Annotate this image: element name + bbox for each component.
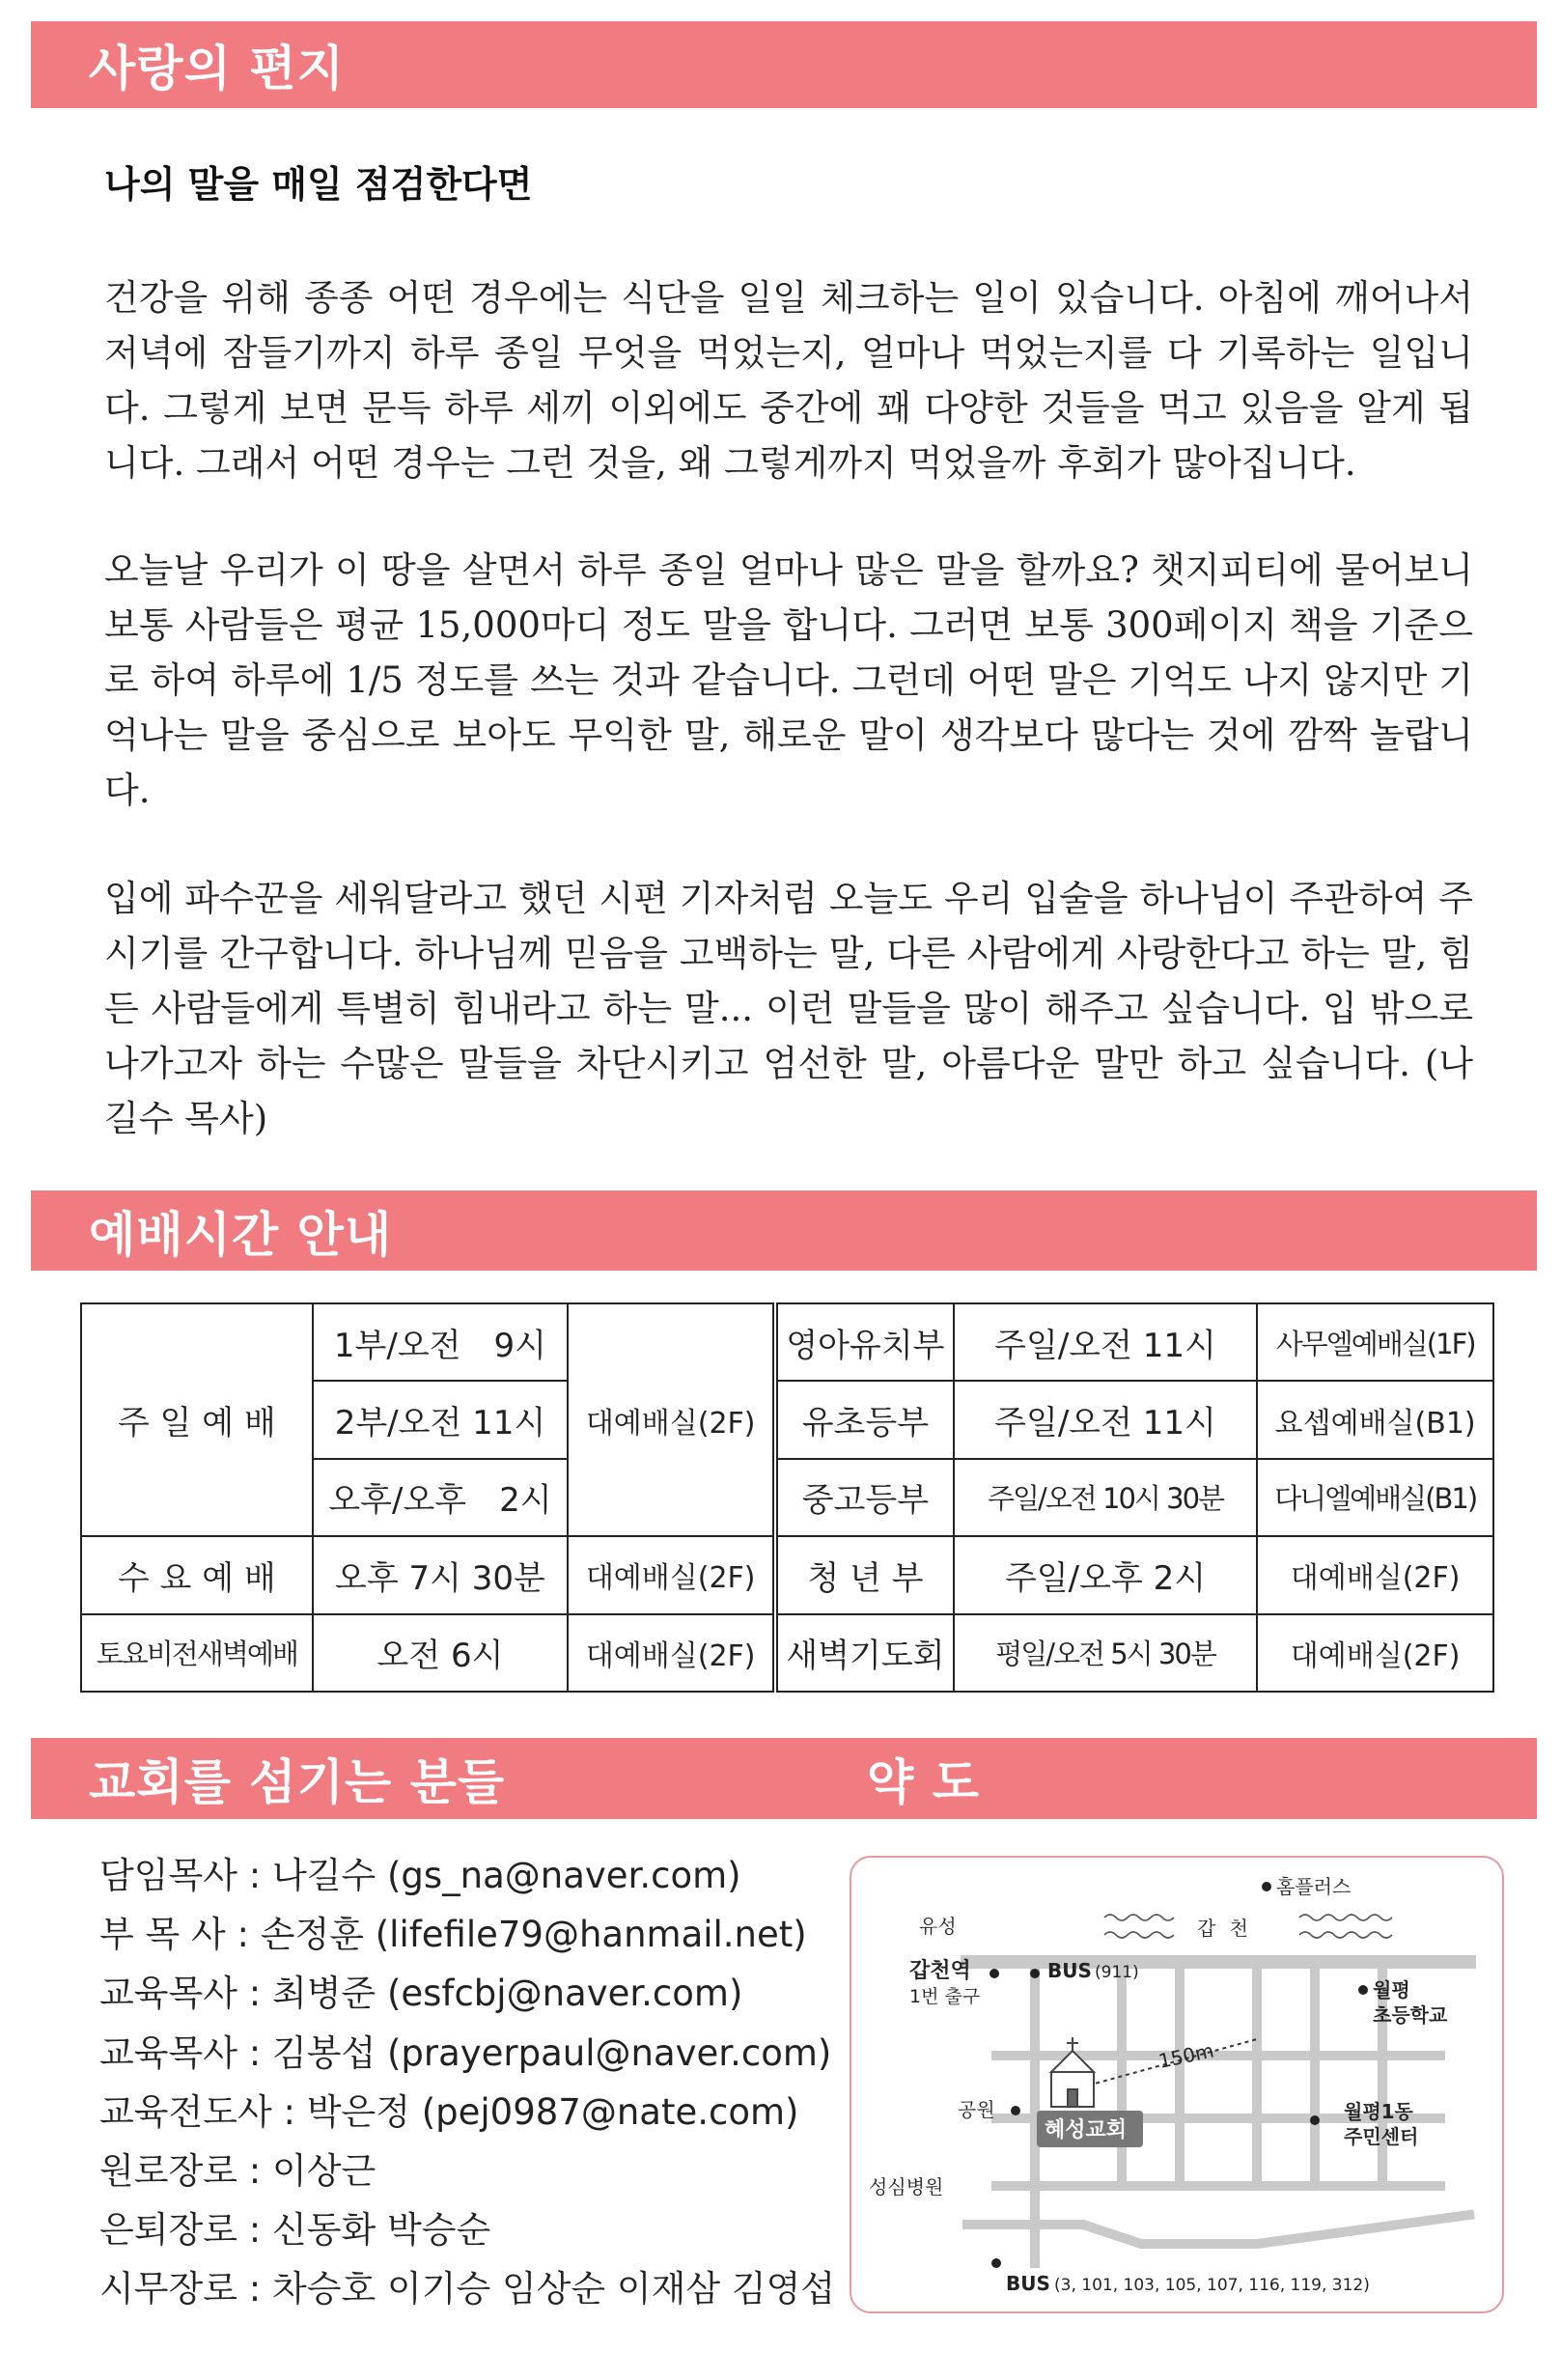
dept-time: 주일/오전 10시 30분 — [954, 1459, 1258, 1536]
letter-paragraph: 입에 파수꾼을 세워달라고 했던 시편 기자처럼 오늘도 우리 입술을 하나님이 주관하여 주시기를 간구합니다. 하나님께 믿음을 고백하는 말, 다른 사람에게 사랑한다고 하는 말, 힘든 사람들에게 특별히 힘내라고 하는 말... 이런 말들을 많이 해주고 싶습니다. 입 밖으로 나가고자 하는 수많은 말들을 차단시키고 엄선한 말, 아름다운 말만 하고 싶습니다. (나길수 목사) — [104, 878, 1473, 1139]
dept-place: 요셉예배실(B1) — [1257, 1381, 1493, 1458]
map-school-1: 월평 — [1373, 1978, 1410, 2002]
section-banner-worship — [31, 1190, 1537, 1271]
staff-role: 담임목사 — [99, 1855, 237, 1896]
dept-place: 대예배실(2F) — [1257, 1536, 1493, 1613]
staff-role: 교육목사 — [99, 2031, 237, 2074]
dept-time: 주일/오전 11시 — [954, 1381, 1258, 1458]
table-row — [81, 1614, 1493, 1692]
sunday-place: 대예배실(2F) — [568, 1303, 775, 1536]
letter-title: 나의 말을 매일 점검한다면 — [104, 163, 533, 206]
map-center-2: 주민센터 — [1344, 2125, 1419, 2148]
map-bus-bottom: BUS — [1006, 2272, 1050, 2295]
marker-dot — [991, 2258, 1001, 2268]
table-row — [81, 1536, 1493, 1613]
staff-role: 은퇴장로 — [99, 2209, 237, 2252]
section-banner-servants — [31, 1738, 1537, 1819]
map-school-2: 초등학교 — [1373, 2003, 1448, 2027]
worship-schedule-table — [80, 1302, 1494, 1693]
map-hospital: 성심병원 — [869, 2175, 944, 2198]
section-title-letter: 사랑의 편지 — [89, 41, 345, 97]
staff-role: 부 목 사 — [99, 1914, 226, 1956]
wednesday-place: 대예배실(2F) — [568, 1536, 775, 1613]
wednesday-service-label: 수 요 예 배 — [81, 1536, 313, 1613]
section-title-worship: 예배시간 안내 — [89, 1206, 393, 1263]
staff-role: 시무장로 — [99, 2268, 237, 2310]
map-gapcheon-station: 갑천역 — [909, 1959, 971, 1983]
staff-names: 차승호 이기승 임상순 이재삼 김영섭 — [271, 2268, 836, 2310]
map-bus-top: BUS — [1047, 1959, 1092, 1982]
dept-time: 평일/오전 5시 30분 — [954, 1614, 1258, 1692]
section-banner-letter — [31, 21, 1537, 108]
sunday-time-2: 2부/오전 11시 — [313, 1381, 569, 1458]
marker-dot — [1262, 1882, 1271, 1891]
staff-names: 손정훈 (lifefile79@hanmail.net) — [260, 1914, 807, 1956]
letter-paragraph: 건강을 위해 종종 어떤 경우에는 식단을 일일 체크하는 일이 있습니다. 아침에 깨어나서 저녁에 잠들기까지 하루 종일 무엇을 먹었는지, 얼마나 먹었는지를 다 기록하는 일입니다. 그렇게 보면 문득 하루 세끼 이외에도 중간에 꽤 다양한 것들을 먹고 있음을 알게 됩니다. 그래서 어떤 경우는 그런 것을, 왜 그렇게까지 먹었을까 후회가 많아집니다. — [104, 277, 1473, 484]
dept-place: 사무엘예배실(1F) — [1257, 1303, 1493, 1381]
dept-time: 주일/오전 11시 — [954, 1303, 1258, 1381]
saturday-place: 대예배실(2F) — [568, 1614, 775, 1692]
map-homeplus: 홈플러스 — [1276, 1875, 1352, 1898]
staff-names: 박은정 (pej0987@nate.com) — [306, 2090, 799, 2133]
saturday-time: 오전 6시 — [313, 1614, 569, 1692]
marker-dot — [1011, 2106, 1020, 2115]
letter-paragraph: 오늘날 우리가 이 땅을 살면서 하루 종일 얼마나 많은 말을 할까요? 챗지피티에 물어보니 보통 사람들은 평균 15,000마디 정도 말을 합니다. 그러면 보통 300페이지 책을 기준으로 하여 하루에 1/5 정도를 쓰는 것과 같습니다. 그런데 어떤 말은 기억도 나지 않지만 기억나는 말을 중심으로 보아도 무익한 말, 해로운 말이 생각보다 많다는 것에 깜짝 놀랍니다. — [104, 549, 1473, 811]
staff-names: 이상근 — [271, 2150, 376, 2193]
staff-names: 최병준 (esfcbj@naver.com) — [271, 1973, 743, 2015]
church-icon — [1051, 2037, 1094, 2107]
map-distance: 150m — [1157, 2038, 1216, 2073]
location-map — [850, 1856, 1504, 2313]
sunday-time-3: 오후/오후 2시 — [313, 1459, 569, 1536]
map-park: 공원 — [958, 2098, 995, 2121]
staff-names: 나길수 (gs_na@naver.com) — [271, 1855, 741, 1896]
list-item: 원로장로 : 이상근 — [99, 2150, 376, 2193]
dept-name: 중고등부 — [775, 1459, 954, 1536]
dept-place: 다니엘예배실(B1) — [1257, 1459, 1493, 1536]
section-title-servants: 교회를 섬기는 분들 — [89, 1754, 506, 1810]
dept-name: 새벽기도회 — [775, 1614, 954, 1692]
marker-dot — [1358, 1985, 1368, 1995]
map-bus-bottom-numbers: (3, 101, 103, 105, 107, 116, 119, 312) — [1054, 2276, 1370, 2295]
dept-name: 유초등부 — [775, 1381, 954, 1458]
sunday-service-label: 주 일 예 배 — [81, 1303, 313, 1536]
map-bus-top-number: (911) — [1095, 1963, 1139, 1982]
list-item: 교육전도사 : 박은정 (pej0987@nate.com) — [99, 2090, 799, 2133]
dept-name: 영아유치부 — [775, 1303, 954, 1381]
staff-names: 신동화 박승순 — [271, 2209, 491, 2252]
list-item: 교육목사 : 최병준 (esfcbj@naver.com) — [99, 1973, 743, 2015]
section-title-map: 약 도 — [867, 1754, 981, 1810]
staff-list — [99, 1846, 835, 2319]
dept-time: 주일/오후 2시 — [954, 1536, 1258, 1613]
marker-dot — [990, 1969, 999, 1978]
map-yuseong: 유성 — [919, 1915, 957, 1938]
dept-place: 대예배실(2F) — [1257, 1614, 1493, 1692]
staff-role: 교육전도사 — [99, 2090, 272, 2133]
sunday-time-1: 1부/오전 9시 — [313, 1303, 569, 1381]
map-station-exit: 1번 출구 — [909, 1986, 981, 2007]
dept-name: 청 년 부 — [775, 1536, 954, 1613]
list-item: 부 목 사 : 손정훈 (lifefile79@hanmail.net) — [99, 1914, 807, 1956]
table-row — [81, 1303, 1493, 1381]
wednesday-time: 오후 7시 30분 — [313, 1536, 569, 1613]
staff-role: 원로장로 — [99, 2150, 237, 2193]
list-item: 교육목사 : 김봉섭 (prayerpaul@naver.com) — [99, 2031, 832, 2074]
marker-dot — [1030, 1969, 1040, 1978]
saturday-service-label: 토요비전새벽예배 — [81, 1614, 313, 1692]
map-center-1: 월평1동 — [1344, 2100, 1413, 2123]
list-item: 은퇴장로 : 신동화 박승순 — [99, 2209, 491, 2252]
map-church-name: 혜성교회 — [1045, 2118, 1128, 2142]
map-stream-label: 갑 천 — [1197, 1917, 1252, 1940]
staff-role: 교육목사 — [99, 1973, 237, 2015]
list-item: 시무장로 : 차승호 이기승 임상순 이재삼 김영섭 — [99, 2268, 836, 2310]
staff-names: 김봉섭 (prayerpaul@naver.com) — [271, 2031, 832, 2074]
list-item: 담임목사 : 나길수 (gs_na@naver.com) — [99, 1855, 741, 1896]
marker-dot — [1310, 2115, 1320, 2125]
